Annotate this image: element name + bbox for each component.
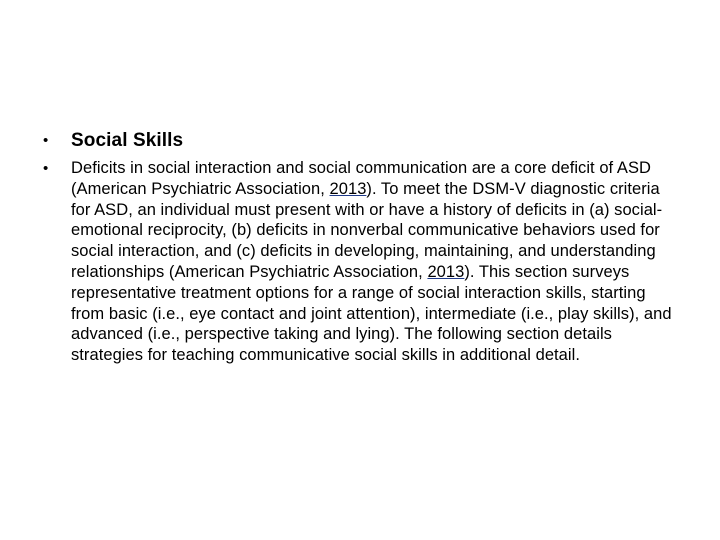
citation-link-2013-second[interactable]: 2013 <box>427 262 465 281</box>
paragraph-text-part-2: ). To meet the DSM-V diagnostic criteria for ASD, an individual must present with or have a history of deficits in (a) social-emotional reciprocity, (b) deficits in nonverbal communicative behaviors used for social interaction, and (c) deficits in developing, maintaining, and understanding relationships (American Psychiatric Association, <box>71 179 663 281</box>
paragraph-bullet-item <box>40 158 690 366</box>
slide-heading: Social Skills <box>71 130 184 151</box>
citation-link-2013[interactable]: 2013 <box>329 179 367 198</box>
paragraph-text-part-3: ). This section surveys representative treatment options for a range of social interaction skills, starting from basic (i.e., eye contact and joint attention), intermediate (i.e., play skills), and advanced (i.e., perspective taking and lying). The following section details strategies for teaching communicative social skills in additional detail. <box>71 262 672 365</box>
heading-bullet-item <box>40 126 690 156</box>
bullet-list <box>40 126 690 366</box>
body-paragraph <box>71 158 681 366</box>
bullet-icon: • <box>43 160 49 177</box>
bullet-icon: • <box>43 132 49 149</box>
paragraph-text-part-1: Deficits in social interaction and social communication are a core deficit of ASD (American Psychiatric Association, <box>71 159 651 198</box>
